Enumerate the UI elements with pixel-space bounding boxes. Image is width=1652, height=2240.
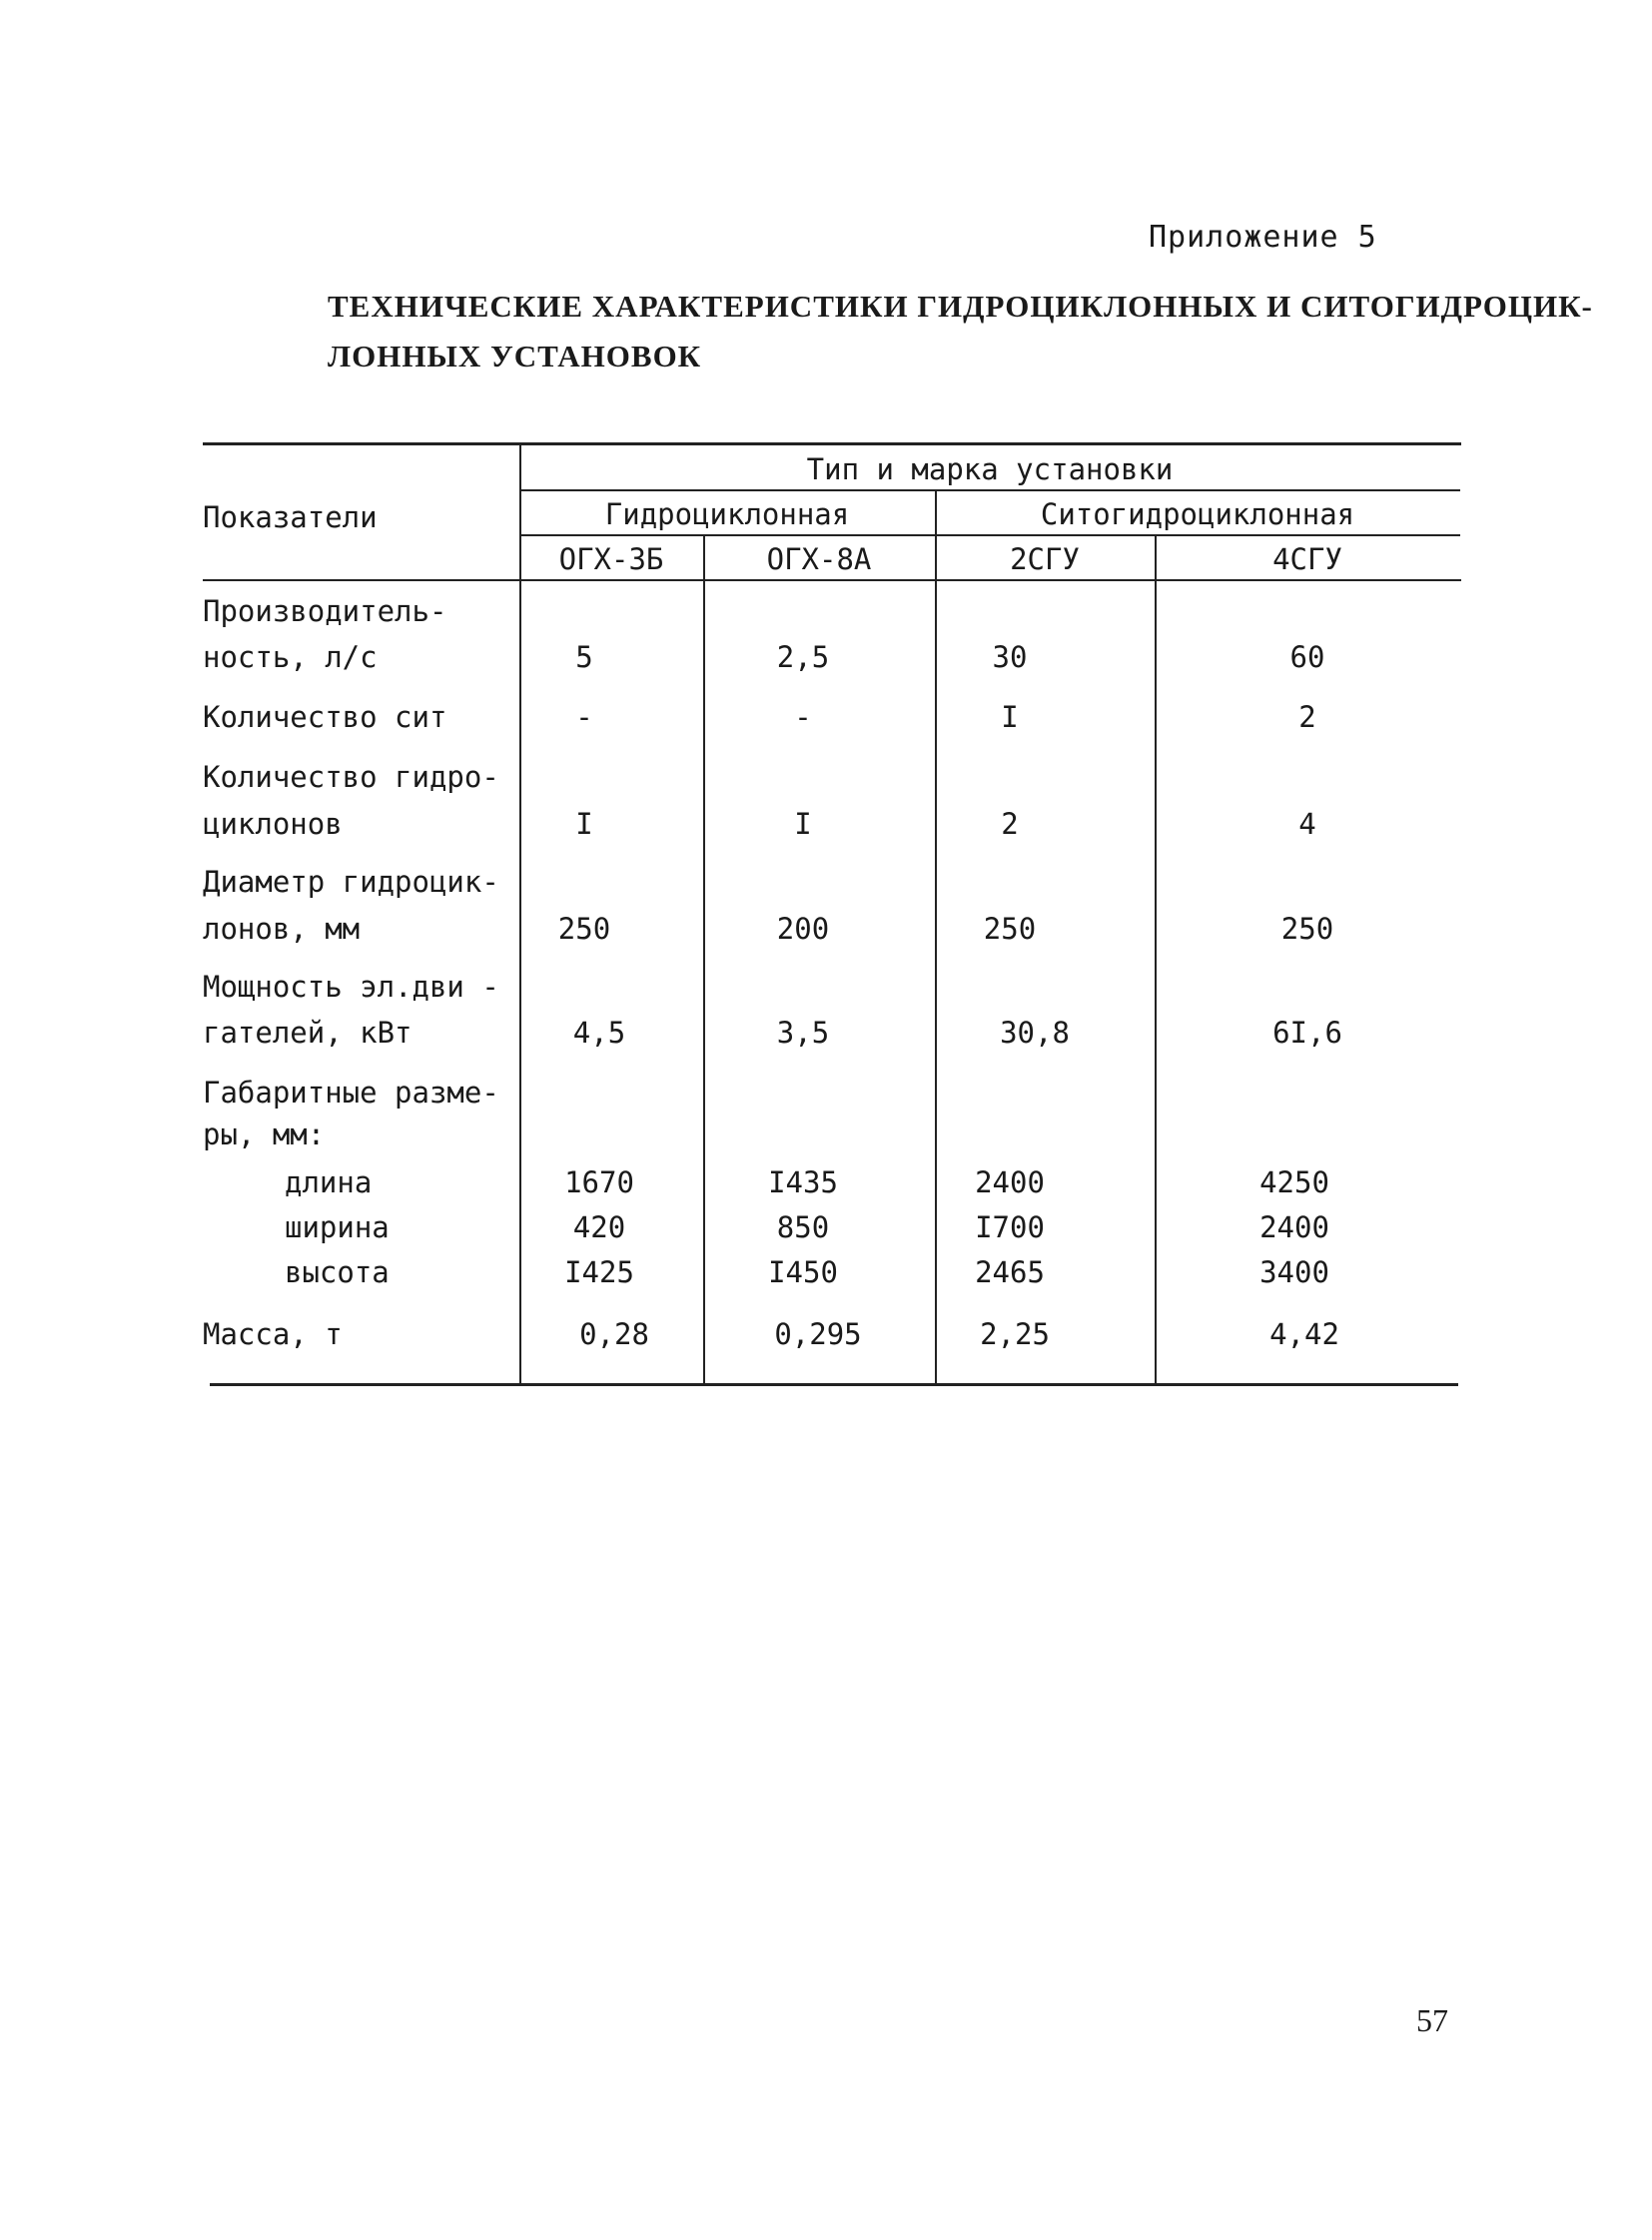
table-cell: I450 [768,1255,838,1289]
table-cell: 4,42 [1269,1317,1339,1351]
row-label: Производитель- [203,594,447,628]
table-cell: 5 [575,640,593,674]
row-sublabel-width: ширина [285,1210,390,1244]
header-bottom-rule [203,579,1461,581]
row-label: циклонов [203,807,343,841]
title-line-2: ЛОННЫХ УСТАНОВОК [328,339,702,373]
table-cell: 4250 [1259,1165,1329,1199]
row-sublabel-length: длина [285,1165,373,1199]
indicators-header: Показатели [203,500,378,534]
row-label: Габаритные разме- [203,1076,499,1110]
table-cell: 250 [1280,912,1334,946]
sieve-hydrocyclone-header: Ситогидроциклонная [1040,497,1355,531]
row-label: Мощность эл.дви - [203,970,499,1004]
row-label: гателей, кВт [203,1016,413,1050]
row-label: Количество сит [203,700,447,734]
table-cell: I435 [768,1165,838,1199]
table-cell: I [794,807,812,841]
table-cell: I425 [564,1255,634,1289]
table-cell: I700 [975,1210,1045,1244]
title-line-1: ТЕХНИЧЕСКИЕ ХАРАКТЕРИСТИКИ ГИДРОЦИКЛОННЫХ И СИТОГИДРОЦИК- [328,289,1593,324]
model-header-1: ОГХ-3Б [558,542,664,576]
table-cell: 200 [776,912,830,946]
row-label: ры, мм: [203,1118,326,1151]
table-cell: 6I,6 [1272,1016,1342,1050]
table-cell: I [1001,700,1019,734]
table-cell: 420 [572,1210,626,1244]
group-title-rule [519,489,1460,491]
table-cell: 2465 [975,1255,1045,1289]
table-cell: 0,295 [774,1317,862,1351]
table-cell: 2 [1001,807,1019,841]
table-cell: I [575,807,593,841]
model-header-4: 4СГУ [1272,542,1342,576]
table-cell: 30 [992,640,1028,674]
table-cell: 0,28 [579,1317,649,1351]
table-cell: 4,5 [572,1016,626,1050]
table-cell: 250 [557,912,611,946]
table-top-rule [203,442,1461,445]
hydrocyclone-header: Гидроциклонная [604,497,850,531]
table-cell: 30,8 [1000,1016,1070,1050]
table-cell: 2,25 [980,1317,1050,1351]
table-cell: 3400 [1259,1255,1329,1289]
row-sublabel-height: высота [285,1255,390,1289]
table-cell: 2400 [975,1165,1045,1199]
table-cell: 250 [983,912,1037,946]
model-header-3: 2СГУ [1010,542,1080,576]
row-label: Количество гидро- [203,760,499,794]
appendix-label: Приложение 5 [1149,220,1377,255]
group-title-header: Тип и марка установки [806,452,1174,486]
table-cell: - [794,700,812,734]
row-label: лонов, мм [203,912,361,946]
row-label: Масса, т [203,1317,343,1351]
table-cell: 3,5 [776,1016,830,1050]
table-cell: 1670 [564,1165,634,1199]
model-header-2: ОГХ-8А [766,542,872,576]
row-label: Диаметр гидроцик- [203,865,499,899]
subgroup-rule [519,534,1460,536]
table-cell: 2 [1298,700,1316,734]
table-cell: 4 [1298,807,1316,841]
row-label: ность, л/с [203,640,378,674]
page-number: 57 [1416,2002,1448,2038]
table-cell: - [575,700,593,734]
table-cell: 2,5 [776,640,830,674]
table-cell: 850 [776,1210,830,1244]
table-bottom-rule [210,1383,1458,1386]
document-title [328,282,1593,381]
table-cell: 2400 [1259,1210,1329,1244]
table-cell: 60 [1289,640,1325,674]
